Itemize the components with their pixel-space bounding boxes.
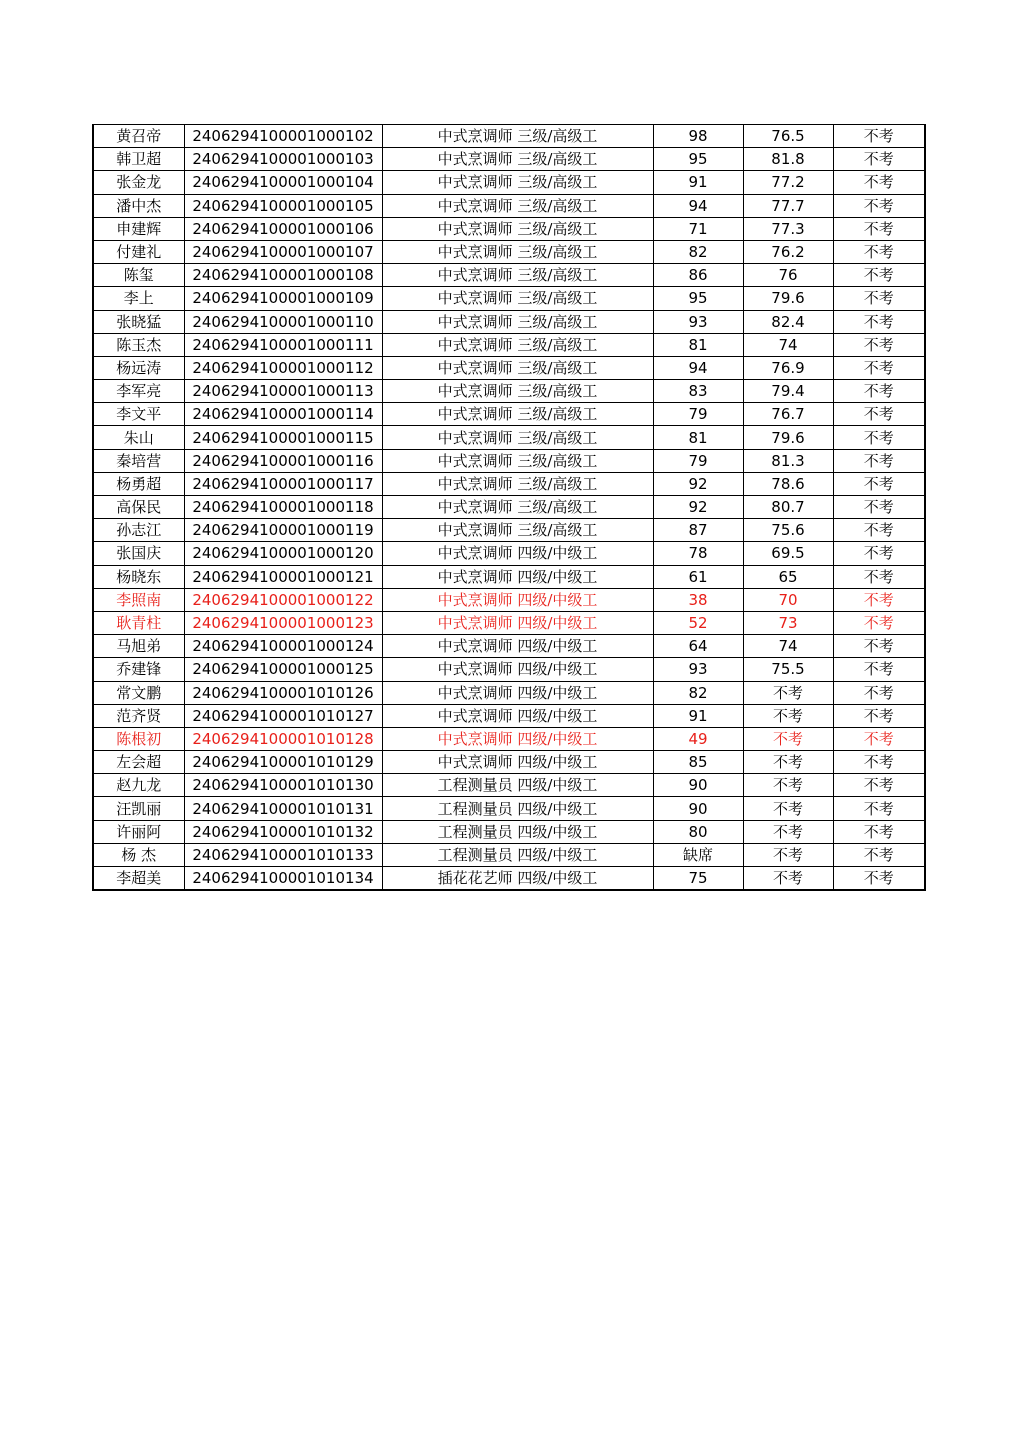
- occupation-level: 中式烹调师 三级/高级工: [382, 356, 653, 379]
- table-row: [93, 611, 925, 634]
- occupation-level: 插花花艺师 四级/中级工: [382, 867, 653, 891]
- occupation-level: 中式烹调师 三级/高级工: [382, 264, 653, 287]
- score-table-body: [93, 125, 925, 891]
- practical-score: 不考: [743, 843, 833, 866]
- candidate-name: 李上: [93, 287, 184, 310]
- ticket-number: 2406294100001000116: [184, 449, 382, 472]
- assessment-score: 不考: [833, 867, 925, 891]
- assessment-score: 不考: [833, 333, 925, 356]
- table-row: [93, 496, 925, 519]
- occupation-level: 中式烹调师 四级/中级工: [382, 611, 653, 634]
- assessment-score: 不考: [833, 565, 925, 588]
- assessment-score: 不考: [833, 426, 925, 449]
- practical-score: 不考: [743, 867, 833, 891]
- ticket-number: 2406294100001000111: [184, 333, 382, 356]
- ticket-number: 2406294100001000124: [184, 635, 382, 658]
- table-row: [93, 356, 925, 379]
- theory-score: 94: [653, 356, 743, 379]
- table-row: [93, 751, 925, 774]
- candidate-name: 范齐贤: [93, 704, 184, 727]
- candidate-name: 李照南: [93, 588, 184, 611]
- candidate-name: 高保民: [93, 496, 184, 519]
- ticket-number: 2406294100001000113: [184, 380, 382, 403]
- practical-score: 78.6: [743, 472, 833, 495]
- theory-score: 83: [653, 380, 743, 403]
- assessment-score: 不考: [833, 310, 925, 333]
- occupation-level: 中式烹调师 三级/高级工: [382, 287, 653, 310]
- ticket-number: 2406294100001000125: [184, 658, 382, 681]
- occupation-level: 中式烹调师 三级/高级工: [382, 333, 653, 356]
- theory-score: 94: [653, 194, 743, 217]
- assessment-score: 不考: [833, 611, 925, 634]
- ticket-number: 2406294100001000112: [184, 356, 382, 379]
- candidate-name: 李超美: [93, 867, 184, 891]
- theory-score: 91: [653, 171, 743, 194]
- practical-score: 65: [743, 565, 833, 588]
- ticket-number: 2406294100001000114: [184, 403, 382, 426]
- table-row: [93, 681, 925, 704]
- assessment-score: 不考: [833, 797, 925, 820]
- table-row: [93, 449, 925, 472]
- theory-score: 61: [653, 565, 743, 588]
- assessment-score: 不考: [833, 704, 925, 727]
- occupation-level: 工程测量员 四级/中级工: [382, 797, 653, 820]
- candidate-name: 耿青柱: [93, 611, 184, 634]
- theory-score: 71: [653, 217, 743, 240]
- candidate-name: 潘中杰: [93, 194, 184, 217]
- practical-score: 77.3: [743, 217, 833, 240]
- candidate-name: 陈玉杰: [93, 333, 184, 356]
- ticket-number: 2406294100001000107: [184, 240, 382, 263]
- theory-score: 78: [653, 542, 743, 565]
- candidate-name: 许丽阿: [93, 820, 184, 843]
- candidate-name: 张晓猛: [93, 310, 184, 333]
- theory-score: 98: [653, 125, 743, 148]
- practical-score: 73: [743, 611, 833, 634]
- assessment-score: 不考: [833, 356, 925, 379]
- practical-score: 76.9: [743, 356, 833, 379]
- theory-score: 92: [653, 496, 743, 519]
- occupation-level: 中式烹调师 四级/中级工: [382, 565, 653, 588]
- table-row: [93, 240, 925, 263]
- ticket-number: 2406294100001000105: [184, 194, 382, 217]
- ticket-number: 2406294100001000106: [184, 217, 382, 240]
- assessment-score: 不考: [833, 148, 925, 171]
- candidate-name: 杨 杰: [93, 843, 184, 866]
- candidate-name: 杨远涛: [93, 356, 184, 379]
- table-row: [93, 426, 925, 449]
- table-row: [93, 797, 925, 820]
- ticket-number: 2406294100001000110: [184, 310, 382, 333]
- theory-score: 87: [653, 519, 743, 542]
- assessment-score: 不考: [833, 681, 925, 704]
- practical-score: 70: [743, 588, 833, 611]
- table-row: [93, 588, 925, 611]
- candidate-name: 赵九龙: [93, 774, 184, 797]
- candidate-name: 付建礼: [93, 240, 184, 263]
- ticket-number: 2406294100001000123: [184, 611, 382, 634]
- practical-score: 不考: [743, 820, 833, 843]
- occupation-level: 中式烹调师 三级/高级工: [382, 472, 653, 495]
- ticket-number: 2406294100001000102: [184, 125, 382, 148]
- theory-score: 81: [653, 426, 743, 449]
- assessment-score: 不考: [833, 194, 925, 217]
- occupation-level: 中式烹调师 三级/高级工: [382, 194, 653, 217]
- practical-score: 不考: [743, 751, 833, 774]
- table-row: [93, 542, 925, 565]
- theory-score: 79: [653, 449, 743, 472]
- theory-score: 85: [653, 751, 743, 774]
- practical-score: 81.3: [743, 449, 833, 472]
- ticket-number: 2406294100001000104: [184, 171, 382, 194]
- practical-score: 不考: [743, 727, 833, 750]
- table-row: [93, 635, 925, 658]
- theory-score: 49: [653, 727, 743, 750]
- candidate-name: 杨勇超: [93, 472, 184, 495]
- table-row: [93, 333, 925, 356]
- candidate-name: 陈根初: [93, 727, 184, 750]
- occupation-level: 中式烹调师 三级/高级工: [382, 496, 653, 519]
- occupation-level: 中式烹调师 四级/中级工: [382, 681, 653, 704]
- assessment-score: 不考: [833, 658, 925, 681]
- candidate-name: 张金龙: [93, 171, 184, 194]
- practical-score: 75.5: [743, 658, 833, 681]
- occupation-level: 中式烹调师 三级/高级工: [382, 403, 653, 426]
- occupation-level: 中式烹调师 四级/中级工: [382, 588, 653, 611]
- occupation-level: 中式烹调师 四级/中级工: [382, 635, 653, 658]
- assessment-score: 不考: [833, 264, 925, 287]
- candidate-name: 李军亮: [93, 380, 184, 403]
- ticket-number: 2406294100001010131: [184, 797, 382, 820]
- practical-score: 不考: [743, 797, 833, 820]
- assessment-score: 不考: [833, 820, 925, 843]
- theory-score: 91: [653, 704, 743, 727]
- table-row: [93, 843, 925, 866]
- assessment-score: 不考: [833, 217, 925, 240]
- ticket-number: 2406294100001000122: [184, 588, 382, 611]
- table-row: [93, 472, 925, 495]
- practical-score: 79.4: [743, 380, 833, 403]
- ticket-number: 2406294100001000109: [184, 287, 382, 310]
- practical-score: 80.7: [743, 496, 833, 519]
- ticket-number: 2406294100001010134: [184, 867, 382, 891]
- table-row: [93, 704, 925, 727]
- candidate-name: 孙志江: [93, 519, 184, 542]
- occupation-level: 中式烹调师 三级/高级工: [382, 310, 653, 333]
- practical-score: 74: [743, 333, 833, 356]
- practical-score: 76.5: [743, 125, 833, 148]
- candidate-name: 秦培营: [93, 449, 184, 472]
- occupation-level: 中式烹调师 四级/中级工: [382, 751, 653, 774]
- practical-score: 76: [743, 264, 833, 287]
- table-row: [93, 217, 925, 240]
- assessment-score: 不考: [833, 751, 925, 774]
- practical-score: 75.6: [743, 519, 833, 542]
- occupation-level: 中式烹调师 三级/高级工: [382, 240, 653, 263]
- assessment-score: 不考: [833, 727, 925, 750]
- assessment-score: 不考: [833, 635, 925, 658]
- ticket-number: 2406294100001000119: [184, 519, 382, 542]
- ticket-number: 2406294100001010128: [184, 727, 382, 750]
- table-row: [93, 565, 925, 588]
- occupation-level: 工程测量员 四级/中级工: [382, 843, 653, 866]
- table-row: [93, 171, 925, 194]
- ticket-number: 2406294100001000121: [184, 565, 382, 588]
- candidate-name: 汪凯丽: [93, 797, 184, 820]
- practical-score: 76.2: [743, 240, 833, 263]
- practical-score: 76.7: [743, 403, 833, 426]
- theory-score: 80: [653, 820, 743, 843]
- assessment-score: 不考: [833, 472, 925, 495]
- theory-score: 93: [653, 658, 743, 681]
- theory-score: 90: [653, 774, 743, 797]
- candidate-name: 李文平: [93, 403, 184, 426]
- ticket-number: 2406294100001000118: [184, 496, 382, 519]
- practical-score: 81.8: [743, 148, 833, 171]
- assessment-score: 不考: [833, 287, 925, 310]
- theory-score: 93: [653, 310, 743, 333]
- occupation-level: 中式烹调师 三级/高级工: [382, 426, 653, 449]
- theory-score: 86: [653, 264, 743, 287]
- occupation-level: 中式烹调师 三级/高级工: [382, 217, 653, 240]
- candidate-name: 马旭弟: [93, 635, 184, 658]
- theory-score: 缺席: [653, 843, 743, 866]
- occupation-level: 中式烹调师 三级/高级工: [382, 449, 653, 472]
- score-table: [92, 124, 926, 891]
- practical-score: 79.6: [743, 287, 833, 310]
- candidate-name: 杨晓东: [93, 565, 184, 588]
- ticket-number: 2406294100001010129: [184, 751, 382, 774]
- table-row: [93, 310, 925, 333]
- assessment-score: 不考: [833, 588, 925, 611]
- practical-score: 69.5: [743, 542, 833, 565]
- ticket-number: 2406294100001010133: [184, 843, 382, 866]
- ticket-number: 2406294100001000115: [184, 426, 382, 449]
- candidate-name: 黄召帝: [93, 125, 184, 148]
- table-row: [93, 519, 925, 542]
- ticket-number: 2406294100001010126: [184, 681, 382, 704]
- occupation-level: 中式烹调师 三级/高级工: [382, 125, 653, 148]
- candidate-name: 张国庆: [93, 542, 184, 565]
- theory-score: 95: [653, 148, 743, 171]
- assessment-score: 不考: [833, 519, 925, 542]
- ticket-number: 2406294100001000120: [184, 542, 382, 565]
- table-row: [93, 658, 925, 681]
- occupation-level: 工程测量员 四级/中级工: [382, 820, 653, 843]
- table-row: [93, 287, 925, 310]
- table-row: [93, 380, 925, 403]
- theory-score: 90: [653, 797, 743, 820]
- assessment-score: 不考: [833, 125, 925, 148]
- occupation-level: 中式烹调师 三级/高级工: [382, 148, 653, 171]
- occupation-level: 中式烹调师 三级/高级工: [382, 519, 653, 542]
- practical-score: 79.6: [743, 426, 833, 449]
- theory-score: 79: [653, 403, 743, 426]
- ticket-number: 2406294100001000103: [184, 148, 382, 171]
- table-row: [93, 194, 925, 217]
- ticket-number: 2406294100001000108: [184, 264, 382, 287]
- occupation-level: 中式烹调师 四级/中级工: [382, 704, 653, 727]
- candidate-name: 常文鹏: [93, 681, 184, 704]
- practical-score: 74: [743, 635, 833, 658]
- theory-score: 52: [653, 611, 743, 634]
- candidate-name: 申建辉: [93, 217, 184, 240]
- ticket-number: 2406294100001010130: [184, 774, 382, 797]
- assessment-score: 不考: [833, 171, 925, 194]
- assessment-score: 不考: [833, 774, 925, 797]
- theory-score: 82: [653, 681, 743, 704]
- table-row: [93, 148, 925, 171]
- assessment-score: 不考: [833, 542, 925, 565]
- table-row: [93, 820, 925, 843]
- table-row: [93, 867, 925, 891]
- theory-score: 38: [653, 588, 743, 611]
- theory-score: 92: [653, 472, 743, 495]
- practical-score: 不考: [743, 774, 833, 797]
- table-row: [93, 125, 925, 148]
- assessment-score: 不考: [833, 240, 925, 263]
- table-row: [93, 727, 925, 750]
- candidate-name: 韩卫超: [93, 148, 184, 171]
- occupation-level: 工程测量员 四级/中级工: [382, 774, 653, 797]
- table-row: [93, 264, 925, 287]
- assessment-score: 不考: [833, 403, 925, 426]
- candidate-name: 左会超: [93, 751, 184, 774]
- assessment-score: 不考: [833, 843, 925, 866]
- assessment-score: 不考: [833, 496, 925, 519]
- occupation-level: 中式烹调师 四级/中级工: [382, 542, 653, 565]
- assessment-score: 不考: [833, 449, 925, 472]
- occupation-level: 中式烹调师 四级/中级工: [382, 658, 653, 681]
- ticket-number: 2406294100001000117: [184, 472, 382, 495]
- practical-score: 82.4: [743, 310, 833, 333]
- occupation-level: 中式烹调师 三级/高级工: [382, 380, 653, 403]
- candidate-name: 朱山: [93, 426, 184, 449]
- practical-score: 77.7: [743, 194, 833, 217]
- occupation-level: 中式烹调师 三级/高级工: [382, 171, 653, 194]
- table-row: [93, 774, 925, 797]
- ticket-number: 2406294100001010132: [184, 820, 382, 843]
- theory-score: 75: [653, 867, 743, 891]
- practical-score: 不考: [743, 681, 833, 704]
- practical-score: 77.2: [743, 171, 833, 194]
- theory-score: 64: [653, 635, 743, 658]
- table-row: [93, 403, 925, 426]
- assessment-score: 不考: [833, 380, 925, 403]
- practical-score: 不考: [743, 704, 833, 727]
- candidate-name: 陈玺: [93, 264, 184, 287]
- theory-score: 95: [653, 287, 743, 310]
- theory-score: 81: [653, 333, 743, 356]
- theory-score: 82: [653, 240, 743, 263]
- candidate-name: 乔建锋: [93, 658, 184, 681]
- ticket-number: 2406294100001010127: [184, 704, 382, 727]
- occupation-level: 中式烹调师 四级/中级工: [382, 727, 653, 750]
